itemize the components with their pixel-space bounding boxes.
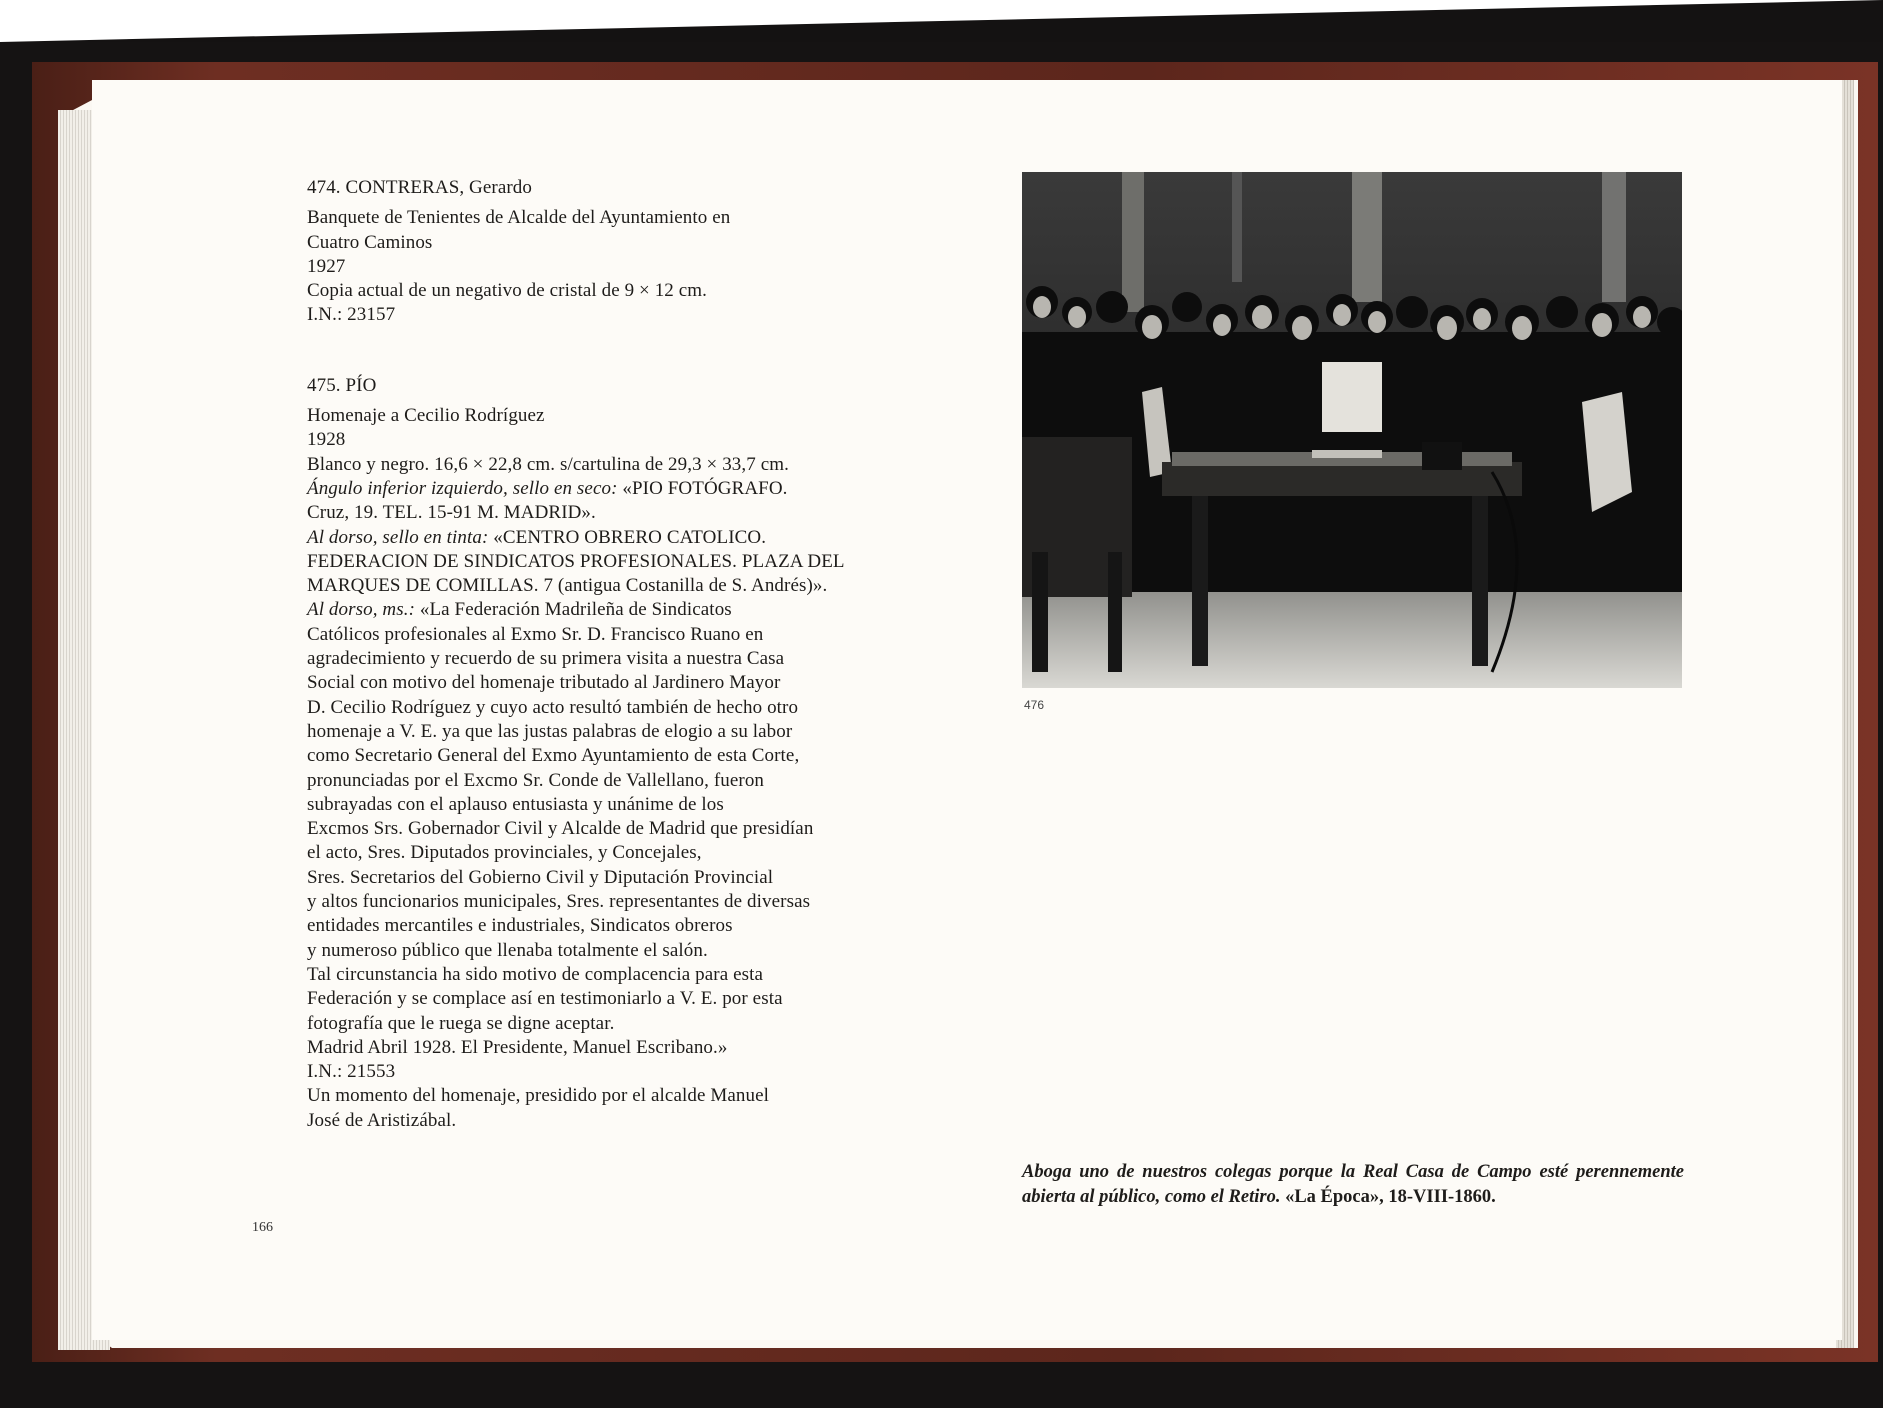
ms-note-line: entidades mercantiles e industriales, Sindicatos obreros [307, 915, 733, 937]
ms-note-line: José de Aristizábal. [307, 1109, 457, 1131]
entry-line: Banquete de Tenientes de Alcalde del Ayuntamiento en [307, 207, 731, 229]
stamp-2-label: Al dorso, sello en tinta: [307, 526, 489, 548]
historic-photograph [1022, 172, 1682, 688]
ms-note-line: D. Cecilio Rodríguez y cuyo acto resultó también de hecho otro [307, 696, 799, 718]
ms-note-line: fotografía que le ruega se digne aceptar. [307, 1012, 615, 1034]
page-number: 166 [252, 1220, 273, 1235]
photograph-image [1022, 172, 1682, 688]
entry-line: Copia actual de un negativo de cristal de 9 × 12 cm. [307, 280, 708, 302]
catalog-entry-475 [307, 374, 967, 1133]
ms-note-line: subrayadas con el aplauso entusiasta y unánime de los [307, 793, 724, 815]
photo-number: 476 [1024, 698, 1045, 712]
ms-label: Al dorso, ms.: [307, 599, 416, 621]
catalog-text-column [307, 176, 967, 1133]
stamp-1 [307, 477, 967, 501]
stamp-1-label: Ángulo inferior izquierdo, sello en seco: [307, 477, 618, 499]
stamp-1-text: «PIO FOTÓGRAFO. [617, 477, 788, 499]
stamp-2 [307, 526, 967, 550]
entry-format: Blanco y negro. 16,6 × 22,8 cm. s/cartulina de 29,3 × 33,7 cm. [307, 453, 789, 475]
entry-line: 1927 [307, 255, 346, 277]
caption-source: «La Época», 18-VIII-1860. [1285, 1187, 1496, 1207]
caption-text: Aboga uno de nuestros colegas porque la Real Casa de Campo esté perennemente abierta al público, como el Retiro. [1022, 1162, 1684, 1207]
ms-note-line: agradecimiento y recuerdo de su primera visita a nuestra Casa [307, 648, 785, 670]
entry-line: I.N.: 23157 [307, 304, 396, 326]
ms-note-line: pronunciadas por el Excmo Sr. Conde de Vallellano, fueron [307, 769, 765, 791]
entry-year: 1928 [307, 429, 346, 451]
ms-note-line: homenaje a V. E. ya que las justas palabras de elogio a su labor [307, 720, 793, 742]
entry-title: Homenaje a Cecilio Rodríguez [307, 405, 545, 427]
ms-note-line: Madrid Abril 1928. El Presidente, Manuel Escribano.» [307, 1036, 728, 1058]
ms-note-line: Católicos profesionales al Exmo Sr. D. Francisco Ruano en [307, 623, 764, 645]
stamp-2-cont: FEDERACION DE SINDICATOS PROFESIONALES. PLAZA DEL [307, 550, 845, 572]
photo-caption [1022, 1160, 1684, 1210]
ms-note [307, 598, 967, 622]
entry-heading: 474. CONTRERAS, Gerardo [307, 177, 533, 198]
stamp-2-text: «CENTRO OBRERO CATOLICO. [488, 526, 767, 548]
ms-note-line: y altos funcionarios municipales, Sres. representantes de diversas [307, 891, 811, 913]
ms-note-line: Sres. Secretarios del Gobierno Civil y Diputación Provincial [307, 866, 774, 888]
ms-note-line: Social con motivo del homenaje tributado al Jardinero Mayor [307, 672, 781, 694]
entry-heading: 475. PÍO [307, 374, 377, 396]
ms-note-line: Excmos Srs. Gobernador Civil y Alcalde de Madrid que presidían [307, 818, 814, 840]
ms-note-line: como Secretario General del Exmo Ayuntamiento de esta Corte, [307, 745, 800, 767]
ms-note-line: Un momento del homenaje, presidido por el alcalde Manuel [307, 1085, 769, 1107]
catalog-entry-474 [307, 176, 967, 328]
ms-note-lines [307, 623, 967, 1133]
ms-text: «La Federación Madrileña de Sindicatos [415, 599, 732, 621]
ms-note-line: Federación y se complace así en testimoniarlo a V. E. por esta [307, 988, 783, 1010]
entry-line: Cuatro Caminos [307, 231, 433, 253]
ms-note-line: I.N.: 21553 [307, 1061, 396, 1083]
stamp-1-cont: Cruz, 19. TEL. 15-91 M. MADRID». [307, 502, 596, 524]
ms-note-line: y numeroso público que llenaba totalmente el salón. [307, 939, 708, 961]
stamp-2-cont: MARQUES DE COMILLAS. 7 (antigua Costanilla de S. Andrés)». [307, 575, 828, 597]
ms-note-line: el acto, Sres. Diputados provinciales, y Concejales, [307, 842, 702, 864]
ms-note-line: Tal circunstancia ha sido motivo de complacencia para esta [307, 963, 764, 985]
